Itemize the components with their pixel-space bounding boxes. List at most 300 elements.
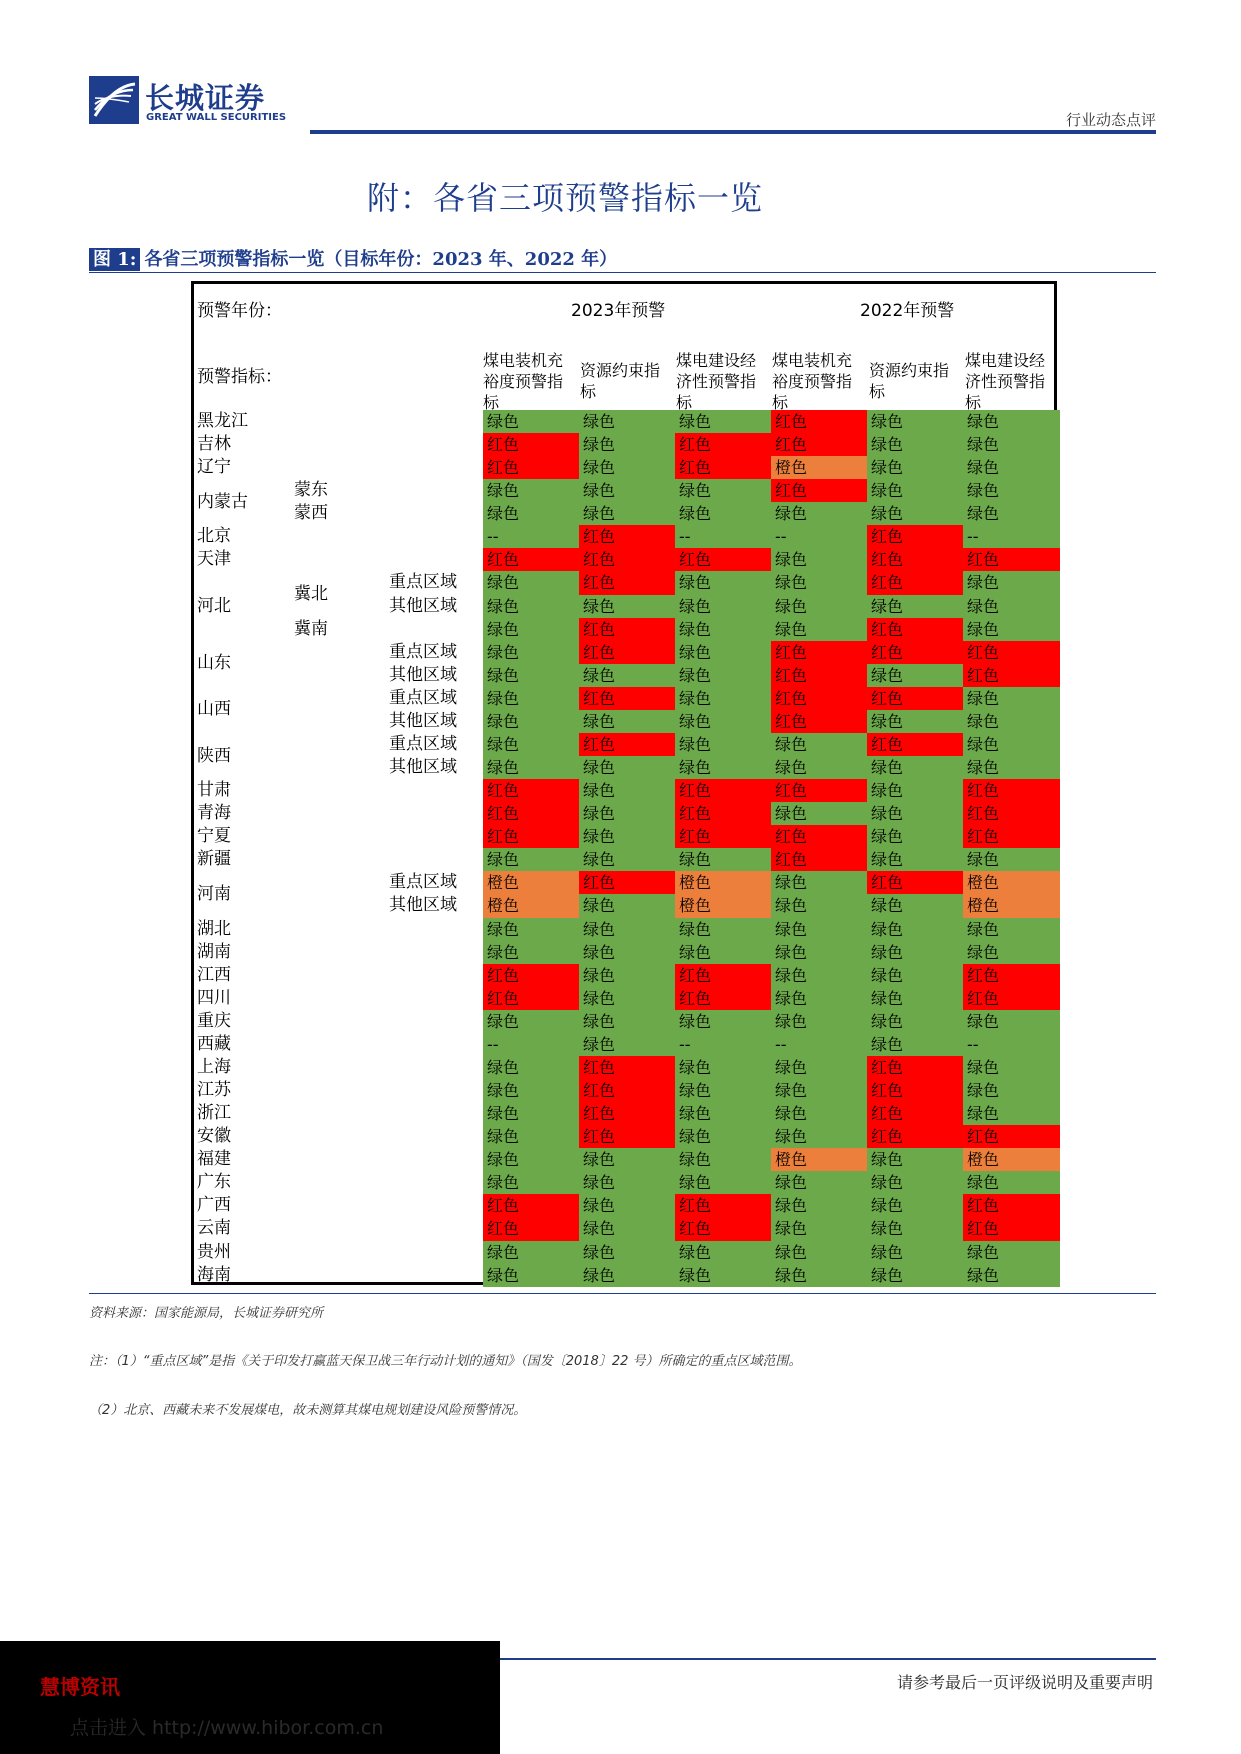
indicator-header-2023-economy: 煤电建设经济性预警指标 xyxy=(676,351,757,412)
table-cell: 绿色 xyxy=(771,1241,867,1265)
province-label: 湖南 xyxy=(197,941,231,962)
section-tag: 行业动态点评 xyxy=(1065,111,1156,129)
figure-number: 图 1: xyxy=(89,248,140,271)
table-cell: 绿色 xyxy=(579,987,675,1011)
zone-label: 重点区域 xyxy=(389,872,457,893)
table-cell: 绿色 xyxy=(675,848,771,872)
province-label: 浙江 xyxy=(197,1103,231,1124)
province-label: 四川 xyxy=(197,987,231,1008)
zone-label: 其他区域 xyxy=(389,664,457,685)
table-cell: 绿色 xyxy=(483,571,579,595)
table-cell: 绿色 xyxy=(675,1010,771,1034)
province-label: 吉林 xyxy=(197,434,231,455)
table-cell: 绿色 xyxy=(867,848,963,872)
table-cell: 红色 xyxy=(483,1194,579,1218)
header-divider xyxy=(310,130,1156,134)
table-cell: -- xyxy=(771,1033,867,1057)
table-cell: 绿色 xyxy=(675,687,771,711)
table-cell: 红色 xyxy=(579,871,675,895)
table-cell: 橙色 xyxy=(963,1148,1060,1172)
table-cell: 绿色 xyxy=(579,1194,675,1218)
zone-label: 重点区域 xyxy=(389,733,457,754)
table-cell: 绿色 xyxy=(867,502,963,526)
table-cell: 绿色 xyxy=(963,848,1060,872)
province-label: 贵州 xyxy=(197,1241,231,1262)
table-cell: 绿色 xyxy=(867,987,963,1011)
table-cell: 绿色 xyxy=(867,1033,963,1057)
table-cell: 绿色 xyxy=(675,479,771,503)
warning-table xyxy=(191,281,1057,1285)
table-cell: 红色 xyxy=(675,1194,771,1218)
table-cell: 绿色 xyxy=(579,433,675,457)
table-cell: 绿色 xyxy=(771,1010,867,1034)
table-cell: 绿色 xyxy=(867,1194,963,1218)
table-cell: 红色 xyxy=(483,433,579,457)
table-cell: 红色 xyxy=(675,548,771,572)
table-cell: 绿色 xyxy=(675,502,771,526)
table-cell: 绿色 xyxy=(675,710,771,734)
table-cell: 绿色 xyxy=(963,433,1060,457)
table-cell: 红色 xyxy=(675,1217,771,1241)
table-cell: 红色 xyxy=(867,571,963,595)
province-label: 北京 xyxy=(197,526,231,547)
zone-label: 重点区域 xyxy=(389,572,457,593)
watermark-link[interactable]: 点击进入 http://www.hibor.com.cn xyxy=(70,1717,384,1739)
table-cell: 绿色 xyxy=(483,479,579,503)
table-cell: 红色 xyxy=(483,802,579,826)
indicator-label: 预警指标： xyxy=(197,367,282,387)
table-cell: 绿色 xyxy=(867,802,963,826)
table-cell: 红色 xyxy=(483,825,579,849)
table-cell: 红色 xyxy=(867,687,963,711)
province-label: 云南 xyxy=(197,1218,231,1239)
table-cell: 红色 xyxy=(771,479,867,503)
great-wall-logo-icon xyxy=(89,76,139,124)
note-1: 注：（1）“重点区域”是指《关于印发打赢蓝天保卫战三年行动计划的通知》（国发〔2018〕22 号）所确定的重点区域范围。 xyxy=(89,1354,802,1369)
province-label: 广东 xyxy=(197,1172,231,1193)
table-cell: 红色 xyxy=(867,548,963,572)
table-cell: 绿色 xyxy=(771,618,867,642)
subregion-label: 蒙西 xyxy=(294,503,328,524)
indicator-header-2023-adequacy: 煤电装机充裕度预警指标 xyxy=(483,351,564,412)
province-label: 内蒙古 xyxy=(197,491,248,512)
table-cell: 绿色 xyxy=(579,664,675,688)
table-cell: 绿色 xyxy=(771,918,867,942)
province-label: 陕西 xyxy=(197,745,231,766)
source-note: 资料来源：国家能源局，长城证券研究所 xyxy=(89,1306,324,1321)
table-cell: 绿色 xyxy=(483,1241,579,1265)
table-cell: 红色 xyxy=(963,1217,1060,1241)
table-cell: 绿色 xyxy=(483,733,579,757)
table-cell: 红色 xyxy=(579,1125,675,1149)
table-cell: 绿色 xyxy=(867,664,963,688)
table-cell: 红色 xyxy=(579,641,675,665)
table-cell: 红色 xyxy=(771,687,867,711)
table-cell: 绿色 xyxy=(483,1079,579,1103)
zone-label: 其他区域 xyxy=(389,757,457,778)
table-cell: 绿色 xyxy=(483,941,579,965)
table-cell: 红色 xyxy=(867,618,963,642)
table-cell: 绿色 xyxy=(675,664,771,688)
table-cell: 绿色 xyxy=(963,1079,1060,1103)
table-cell: 红色 xyxy=(771,779,867,803)
table-cell: 红色 xyxy=(675,802,771,826)
table-cell: 橙色 xyxy=(771,456,867,480)
table-cell: 绿色 xyxy=(579,825,675,849)
table-cell: 绿色 xyxy=(867,918,963,942)
table-cell: 红色 xyxy=(483,964,579,988)
table-cell: 绿色 xyxy=(867,1148,963,1172)
table-cell: 绿色 xyxy=(771,1217,867,1241)
table-cell: 红色 xyxy=(963,825,1060,849)
province-label: 湖北 xyxy=(197,918,231,939)
table-cell: 绿色 xyxy=(579,1171,675,1195)
table-cell: 红色 xyxy=(483,779,579,803)
table-cell: 绿色 xyxy=(579,502,675,526)
year-2022-header: 2022年预警 xyxy=(860,301,955,321)
page-title xyxy=(0,173,1100,219)
table-cell: 绿色 xyxy=(867,756,963,780)
subregion-label: 冀北 xyxy=(294,584,328,605)
table-cell: 绿色 xyxy=(579,410,675,434)
table-cell: 绿色 xyxy=(675,1102,771,1126)
table-cell: 绿色 xyxy=(771,595,867,619)
table-cell: 绿色 xyxy=(771,987,867,1011)
table-cell: 红色 xyxy=(579,733,675,757)
table-cell: 红色 xyxy=(771,710,867,734)
zone-label: 其他区域 xyxy=(389,895,457,916)
table-cell: 绿色 xyxy=(867,1010,963,1034)
table-cell: 绿色 xyxy=(675,571,771,595)
table-cell: 绿色 xyxy=(483,1010,579,1034)
table-cell: 绿色 xyxy=(579,595,675,619)
table-cell: 红色 xyxy=(867,641,963,665)
company-logo xyxy=(89,76,289,126)
table-cell: 绿色 xyxy=(579,1010,675,1034)
table-cell: 红色 xyxy=(771,664,867,688)
table-cell: 绿色 xyxy=(867,825,963,849)
table-cell: -- xyxy=(771,525,867,549)
province-label: 黑龙江 xyxy=(197,411,248,431)
table-cell: 绿色 xyxy=(771,571,867,595)
table-cell: 绿色 xyxy=(867,941,963,965)
table-cell: 绿色 xyxy=(675,595,771,619)
table-cell: 绿色 xyxy=(867,410,963,434)
table-cell: 绿色 xyxy=(963,687,1060,711)
table-cell: 绿色 xyxy=(963,1241,1060,1265)
province-label: 福建 xyxy=(197,1149,231,1170)
table-cell: 红色 xyxy=(963,779,1060,803)
table-cell: -- xyxy=(963,1033,1060,1057)
table-cell: 红色 xyxy=(963,964,1060,988)
table-cell: 绿色 xyxy=(483,1056,579,1080)
table-cell: 绿色 xyxy=(867,479,963,503)
table-cell: 绿色 xyxy=(963,1056,1060,1080)
subregion-label: 冀南 xyxy=(294,618,328,639)
indicator-header-2022-economy: 煤电建设经济性预警指标 xyxy=(965,351,1046,412)
table-cell: 绿色 xyxy=(579,848,675,872)
table-cell: 绿色 xyxy=(771,871,867,895)
table-cell: 绿色 xyxy=(483,1148,579,1172)
table-cell: 绿色 xyxy=(675,918,771,942)
table-cell: 绿色 xyxy=(483,595,579,619)
table-cell: 橙色 xyxy=(675,894,771,918)
table-cell: 红色 xyxy=(579,687,675,711)
table-cell: 绿色 xyxy=(579,779,675,803)
table-cell: 红色 xyxy=(483,987,579,1011)
table-cell: 红色 xyxy=(771,825,867,849)
footer-disclaimer: 请参考最后一页评级说明及重要声明 xyxy=(896,1673,1153,1692)
province-label: 河北 xyxy=(197,595,231,616)
table-cell: 绿色 xyxy=(675,1241,771,1265)
province-label: 宁夏 xyxy=(197,826,231,847)
table-cell: 绿色 xyxy=(771,1056,867,1080)
table-cell: 绿色 xyxy=(963,456,1060,480)
table-cell: 绿色 xyxy=(483,848,579,872)
table-cell: 绿色 xyxy=(771,548,867,572)
table-cell: 绿色 xyxy=(579,1217,675,1241)
table-cell: 绿色 xyxy=(963,618,1060,642)
table-cell: 红色 xyxy=(579,571,675,595)
table-cell: 绿色 xyxy=(483,618,579,642)
table-cell: 绿色 xyxy=(483,1102,579,1126)
figure-divider xyxy=(89,272,1156,273)
table-cell: 绿色 xyxy=(963,1171,1060,1195)
table-cell: 绿色 xyxy=(771,1125,867,1149)
zone-label: 其他区域 xyxy=(389,710,457,731)
table-cell: 绿色 xyxy=(579,479,675,503)
table-cell: 绿色 xyxy=(867,779,963,803)
table-cell: 绿色 xyxy=(483,710,579,734)
indicator-header-2023-resource: 资源约束指标 xyxy=(580,361,661,401)
table-cell: 绿色 xyxy=(771,941,867,965)
table-cell: 绿色 xyxy=(579,1264,675,1288)
table-cell: 绿色 xyxy=(579,802,675,826)
table-cell: 红色 xyxy=(771,848,867,872)
table-cell: 绿色 xyxy=(963,571,1060,595)
footer-divider xyxy=(500,1658,1156,1660)
page-title-prefix: 附： xyxy=(366,179,433,217)
province-label: 河南 xyxy=(197,883,231,904)
table-cell: 绿色 xyxy=(963,918,1060,942)
table-cell: 红色 xyxy=(579,525,675,549)
table-cell: -- xyxy=(675,525,771,549)
figure-caption-text: 各省三项预警指标一览（目标年份：2023 年、2022 年） xyxy=(144,249,618,270)
table-cell: 绿色 xyxy=(579,894,675,918)
province-label: 山西 xyxy=(197,699,231,720)
table-cell: 绿色 xyxy=(675,1148,771,1172)
figure-caption xyxy=(89,245,617,271)
table-cell: 红色 xyxy=(963,802,1060,826)
table-cell: 红色 xyxy=(867,733,963,757)
indicator-header-2022-adequacy: 煤电装机充裕度预警指标 xyxy=(772,351,853,412)
table-cell: 绿色 xyxy=(771,964,867,988)
table-cell: 红色 xyxy=(675,456,771,480)
table-cell: 红色 xyxy=(867,525,963,549)
logo-text-cn: 长城证券 xyxy=(145,81,266,115)
table-cell: 红色 xyxy=(867,1102,963,1126)
table-cell: 红色 xyxy=(675,825,771,849)
table-cell: 红色 xyxy=(579,1102,675,1126)
table-cell: 橙色 xyxy=(771,1148,867,1172)
table-cell: 红色 xyxy=(867,1125,963,1149)
table-cell: 绿色 xyxy=(963,410,1060,434)
table-cell: 绿色 xyxy=(483,918,579,942)
table-cell: 绿色 xyxy=(483,1125,579,1149)
table-cell: 绿色 xyxy=(483,410,579,434)
table-cell: 红色 xyxy=(675,779,771,803)
zone-label: 重点区域 xyxy=(389,687,457,708)
province-label: 广西 xyxy=(197,1195,231,1216)
table-cell: -- xyxy=(675,1033,771,1057)
table-cell: 绿色 xyxy=(675,756,771,780)
table-cell: 绿色 xyxy=(579,1148,675,1172)
table-cell: 红色 xyxy=(963,664,1060,688)
table-cell: 绿色 xyxy=(579,918,675,942)
table-cell: 橙色 xyxy=(675,871,771,895)
table-cell: 绿色 xyxy=(771,756,867,780)
table-cell: 红色 xyxy=(963,1125,1060,1149)
province-label: 西藏 xyxy=(197,1033,231,1054)
table-cell: 绿色 xyxy=(867,595,963,619)
table-cell: 绿色 xyxy=(675,641,771,665)
table-cell: 红色 xyxy=(963,1194,1060,1218)
province-label: 山东 xyxy=(197,653,231,674)
table-cell: 绿色 xyxy=(963,941,1060,965)
table-cell: 绿色 xyxy=(675,733,771,757)
table-cell: 绿色 xyxy=(675,1079,771,1103)
table-cell: 绿色 xyxy=(483,664,579,688)
table-cell: 绿色 xyxy=(675,618,771,642)
table-cell: 绿色 xyxy=(963,1102,1060,1126)
table-cell: 橙色 xyxy=(963,894,1060,918)
table-cell: 绿色 xyxy=(963,595,1060,619)
table-cell: 红色 xyxy=(483,548,579,572)
table-cell: 绿色 xyxy=(867,433,963,457)
table-cell: 绿色 xyxy=(963,1264,1060,1288)
province-label: 江西 xyxy=(197,964,231,985)
table-cell: 绿色 xyxy=(579,941,675,965)
table-cell: 绿色 xyxy=(771,802,867,826)
table-cell: 红色 xyxy=(771,641,867,665)
table-cell: 绿色 xyxy=(867,1264,963,1288)
table-cell: 绿色 xyxy=(579,964,675,988)
table-cell: 红色 xyxy=(963,641,1060,665)
table-cell: 绿色 xyxy=(771,1264,867,1288)
watermark-banner[interactable] xyxy=(0,1641,500,1754)
table-cell: 绿色 xyxy=(867,1171,963,1195)
table-cell: -- xyxy=(483,525,579,549)
table-cell: 绿色 xyxy=(675,1264,771,1288)
table-cell: 绿色 xyxy=(963,710,1060,734)
table-cell: 绿色 xyxy=(867,894,963,918)
table-cell: 绿色 xyxy=(483,687,579,711)
table-cell: 红色 xyxy=(867,1056,963,1080)
table-cell: 橙色 xyxy=(963,871,1060,895)
table-cell: 绿色 xyxy=(867,1241,963,1265)
table-cell: 绿色 xyxy=(771,1102,867,1126)
indicator-header-2022-resource: 资源约束指标 xyxy=(869,361,950,401)
province-label: 辽宁 xyxy=(197,457,231,478)
table-cell: 绿色 xyxy=(579,1033,675,1057)
table-cell: 绿色 xyxy=(675,1125,771,1149)
table-cell: 绿色 xyxy=(483,1264,579,1288)
table-cell: 红色 xyxy=(771,433,867,457)
year-label: 预警年份： xyxy=(197,301,282,321)
province-label: 海南 xyxy=(197,1264,231,1285)
table-cell: 绿色 xyxy=(771,733,867,757)
table-cell: 绿色 xyxy=(675,1171,771,1195)
table-cell: 绿色 xyxy=(675,941,771,965)
table-cell: 橙色 xyxy=(483,871,579,895)
table-cell: 绿色 xyxy=(579,710,675,734)
table-cell: 绿色 xyxy=(963,1010,1060,1034)
table-cell: 绿色 xyxy=(579,756,675,780)
page-title-text: 各省三项预警指标一览 xyxy=(433,179,764,217)
table-cell: 红色 xyxy=(483,1217,579,1241)
province-label: 青海 xyxy=(197,803,231,824)
table-cell: 红色 xyxy=(675,433,771,457)
table-cell: 绿色 xyxy=(771,1171,867,1195)
table-cell: 绿色 xyxy=(867,710,963,734)
table-cell: 红色 xyxy=(675,987,771,1011)
logo-text-en: GREAT WALL SECURITIES xyxy=(146,112,287,123)
table-cell: 绿色 xyxy=(675,1056,771,1080)
table-cell: 红色 xyxy=(963,987,1060,1011)
table-cell: 绿色 xyxy=(867,456,963,480)
table-cell: 红色 xyxy=(579,1056,675,1080)
table-cell: 红色 xyxy=(579,618,675,642)
table-cell: 绿色 xyxy=(867,964,963,988)
table-cell: 绿色 xyxy=(963,502,1060,526)
table-cell: 红色 xyxy=(579,1079,675,1103)
table-cell: 绿色 xyxy=(867,1217,963,1241)
table-cell: 绿色 xyxy=(579,1241,675,1265)
table-cell: 绿色 xyxy=(483,502,579,526)
table-cell: 红色 xyxy=(867,871,963,895)
table-cell: 红色 xyxy=(867,1079,963,1103)
year-2023-header: 2023年预警 xyxy=(571,301,666,321)
province-label: 江苏 xyxy=(197,1080,231,1101)
province-label: 安徽 xyxy=(197,1126,231,1147)
province-label: 新疆 xyxy=(197,849,231,870)
table-cell: 绿色 xyxy=(963,733,1060,757)
note-2: （2）北京、西藏未来不发展煤电，故未测算其煤电规划建设风险预警情况。 xyxy=(89,1403,527,1418)
table-cell: 红色 xyxy=(579,548,675,572)
table-cell: -- xyxy=(483,1033,579,1057)
table-cell: 绿色 xyxy=(963,479,1060,503)
province-label: 重庆 xyxy=(197,1010,231,1031)
watermark-title: 慧博资讯 xyxy=(40,1675,120,1699)
table-cell: 红色 xyxy=(483,456,579,480)
table-cell: 红色 xyxy=(771,410,867,434)
table-cell: 绿色 xyxy=(771,894,867,918)
table-cell: -- xyxy=(963,525,1060,549)
province-label: 天津 xyxy=(197,549,231,570)
zone-label: 其他区域 xyxy=(389,595,457,616)
table-cell: 绿色 xyxy=(771,1194,867,1218)
notes-divider xyxy=(89,1293,1156,1294)
table-cell: 绿色 xyxy=(771,502,867,526)
table-cell: 绿色 xyxy=(963,756,1060,780)
zone-label: 重点区域 xyxy=(389,641,457,662)
table-cell: 绿色 xyxy=(675,410,771,434)
table-cell: 红色 xyxy=(675,964,771,988)
table-cell: 绿色 xyxy=(483,641,579,665)
table-cell: 橙色 xyxy=(483,894,579,918)
table-cell: 绿色 xyxy=(579,456,675,480)
table-cell: 红色 xyxy=(963,548,1060,572)
